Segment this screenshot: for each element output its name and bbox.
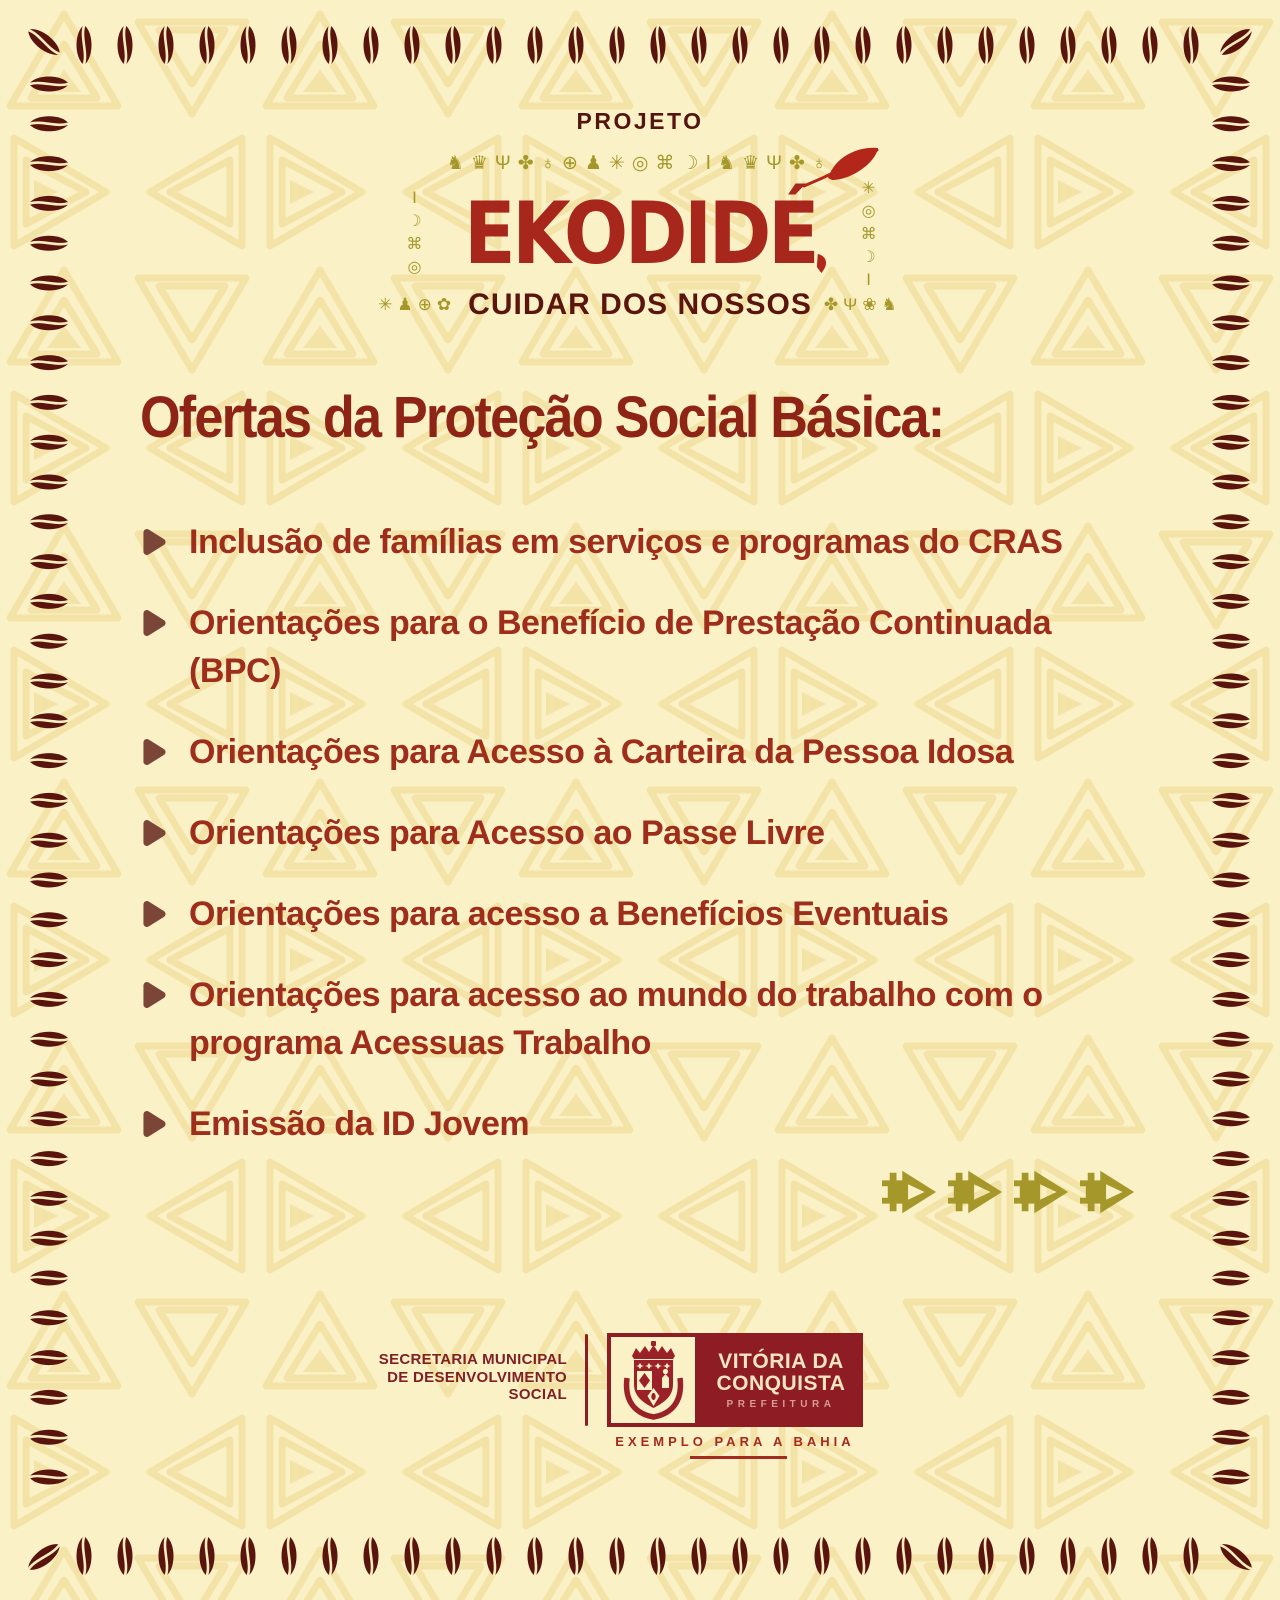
comma-flourish-icon: [816, 252, 830, 274]
arrowhead-icon: [948, 1168, 1004, 1221]
city-name-line2: CONQUISTA: [716, 1371, 846, 1395]
list-item: [142, 518, 1122, 566]
arrowhead-icon: [1080, 1168, 1136, 1221]
logo-tagline: CUIDAR DOS NOSSOS: [468, 288, 812, 321]
adinkra-symbols-left: Ⅰ☽⌘◎: [404, 188, 422, 280]
crest-panel: [611, 1337, 695, 1423]
list-item: [142, 599, 1122, 695]
list-item-label: Orientações para o Benefício de Prestação Continuada (BPC): [189, 604, 1052, 690]
list-item-label: Inclusão de famílias em serviços e programas do CRAS: [189, 523, 1063, 561]
list-item: [142, 890, 1122, 938]
logo-word: EKODIDÉ: [464, 188, 816, 280]
list-item: [142, 728, 1122, 776]
list-item-label: Orientações para Acesso à Carteira da Pessoa Idosa: [189, 733, 1014, 771]
adinkra-symbols-bottom-left: ✳♟⊕✿: [378, 295, 457, 314]
arrow-icons: [882, 1168, 1136, 1221]
list-item: [142, 971, 1122, 1067]
footer-divider: [585, 1334, 588, 1426]
secretariat-label: [297, 1351, 567, 1404]
arrowhead-icon: [882, 1168, 938, 1221]
slogan-rule: [690, 1456, 787, 1459]
bullet-triangle-icon: [142, 1109, 167, 1139]
list-item: [142, 809, 1122, 857]
ekodide-logo: [350, 152, 930, 322]
city-name-line1: VITÓRIA DA: [718, 1349, 844, 1373]
list-item-label: Orientações para Acesso ao Passe Livre: [189, 814, 825, 852]
city-crest-icon: [618, 1340, 688, 1420]
bullet-triangle-icon: [142, 608, 167, 638]
project-kicker: PROJETO: [576, 108, 704, 134]
feather-icon: [798, 144, 882, 188]
arrowhead-icon: [1014, 1168, 1070, 1221]
adinkra-symbols-bottom-right: ✤Ψ❀♞: [823, 295, 902, 314]
services-list: [142, 518, 1122, 1181]
bullet-triangle-icon: [142, 899, 167, 929]
page-title: Ofertas da Proteção Social Básica:: [140, 385, 944, 450]
bullet-triangle-icon: [142, 818, 167, 848]
list-item: [142, 1100, 1122, 1148]
bullet-triangle-icon: [142, 980, 167, 1010]
prefeitura-logo: [607, 1333, 863, 1427]
list-item-label: Orientações para acesso ao mundo do trabalho com o programa Acessuas Trabalho: [189, 976, 1043, 1062]
bullet-triangle-icon: [142, 527, 167, 557]
city-slogan: EXEMPLO PARA A BAHIA: [615, 1434, 855, 1449]
secretariat-line: SOCIAL: [508, 1386, 567, 1403]
secretariat-line: DE DESENVOLVIMENTO: [387, 1368, 567, 1386]
adinkra-symbols-top: ♞♛Ψ✤♁⊕♟✳◎⌘☽Ⅰ♞♛Ψ✤♁: [446, 153, 834, 174]
bullet-triangle-icon: [142, 737, 167, 767]
adinkra-symbols-right: ✳◎⌘☽Ⅰ: [859, 178, 877, 293]
list-item-label: Emissão da ID Jovem: [189, 1105, 530, 1143]
list-item-label: Orientações para acesso a Benefícios Eventuais: [189, 895, 949, 933]
secretariat-line: SECRETARIA MUNICIPAL: [378, 1351, 567, 1368]
prefeitura-label: PREFEITURA: [726, 1398, 836, 1410]
